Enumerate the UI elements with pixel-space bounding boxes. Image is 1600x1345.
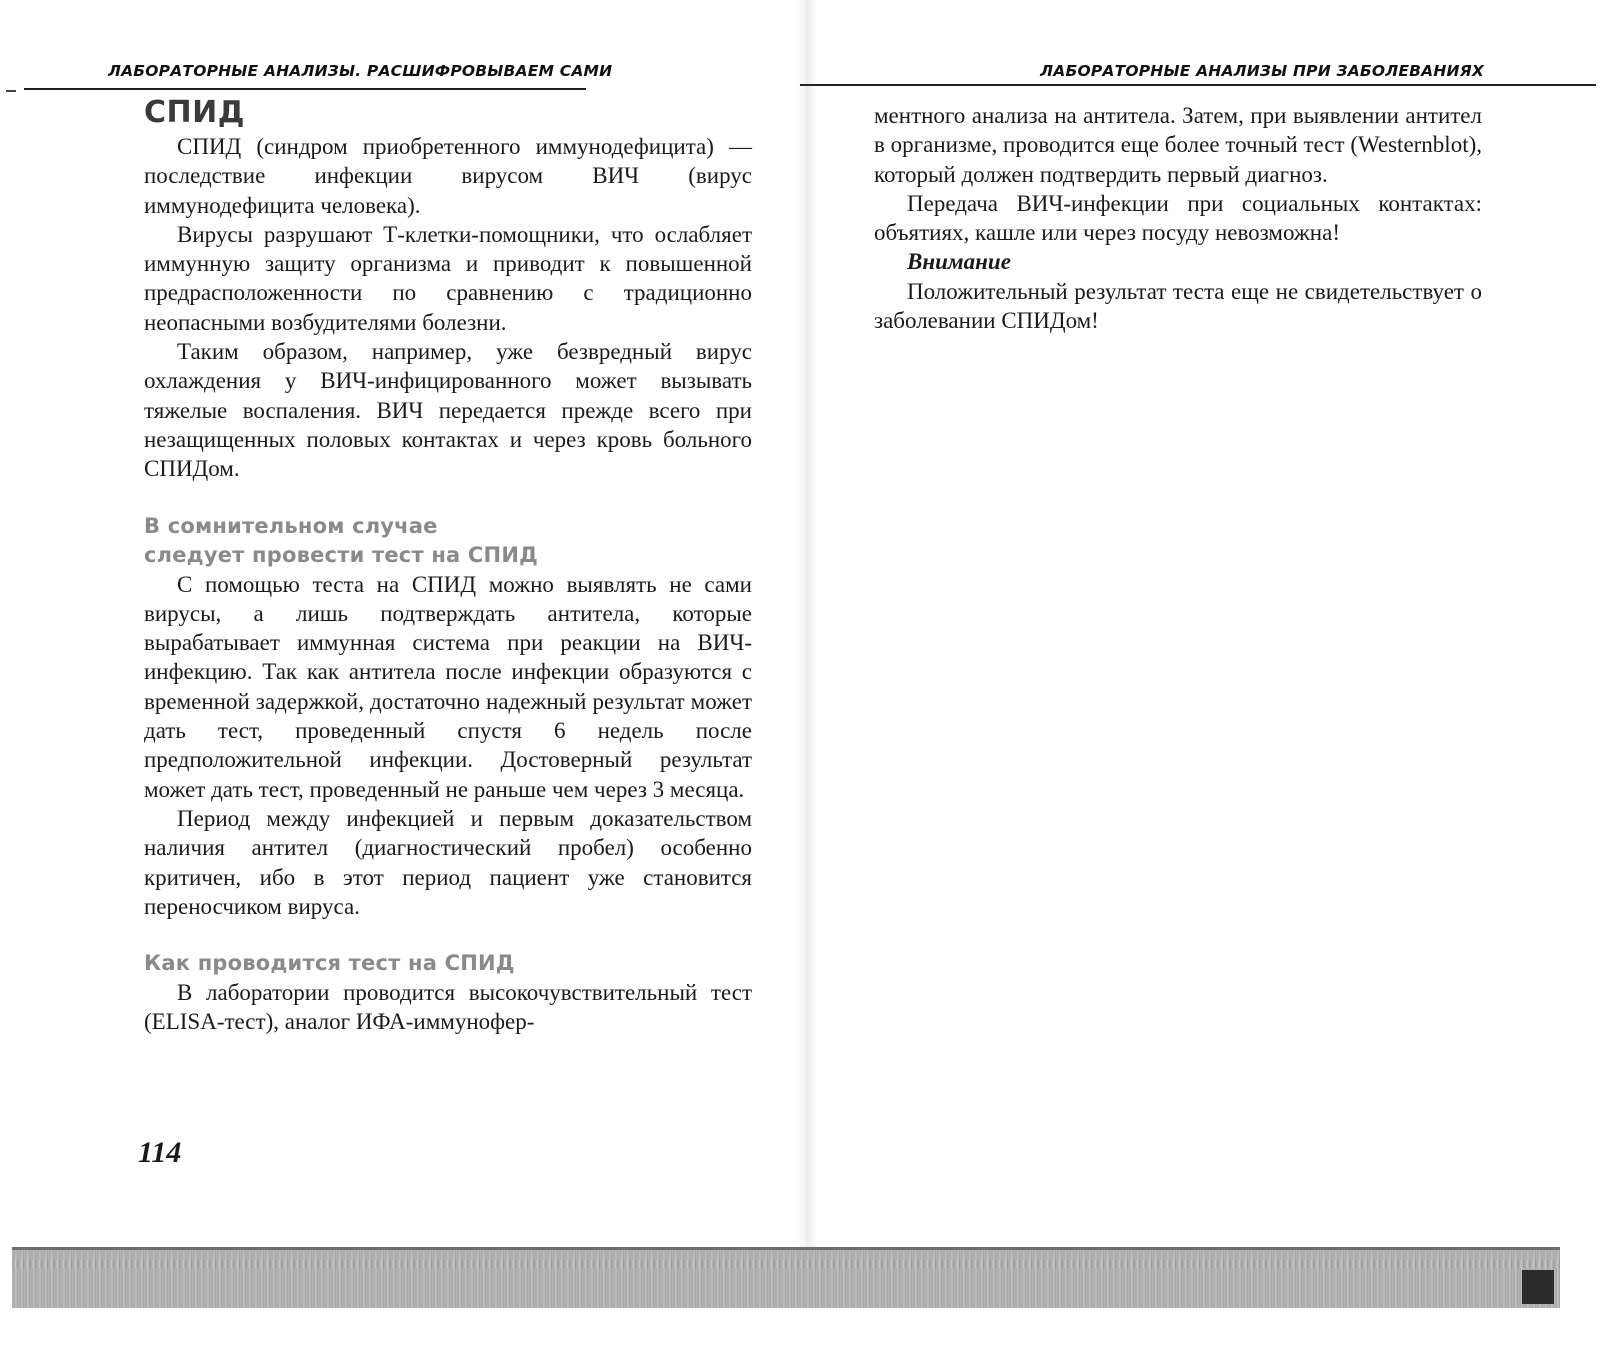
subheading-doubtful-case [144, 512, 752, 570]
right-text-column [874, 101, 1482, 335]
paragraph: Таким образом, например, уже безвредный вирус охлаждения у ВИЧ-инфицированного может вызывать тяжелые воспаления. ВИЧ передается прежде всего при незащищенных половых контактах и через кровь больного СПИДом. [144, 339, 752, 482]
edge-dark-block [1522, 1270, 1554, 1304]
page-number: 114 [138, 1136, 182, 1169]
paragraph-continuation: ментного анализа на антитела. Затем, при выявлении антител в организме, проводится еще более точный тест (Westernblot), который должен подтвердить первый диагноз. [874, 103, 1482, 187]
header-rule-left [24, 88, 586, 90]
subheading-line: следует провести тест на СПИД [144, 542, 538, 567]
paragraph: В лаборатории проводится высокочувствительный тест (ELISA-тест), аналог ИФА-иммунофер- [144, 980, 752, 1035]
paragraph: Период между инфекцией и первым доказательством наличия антител (диагностический пробел) особенно критичен, ибо в этот период пациент уже становится переносчиком вируса. [144, 805, 752, 919]
paragraph: Передача ВИЧ-инфекции при социальных контактах: объятиях, кашле или через посуду невозможна! [874, 190, 1482, 246]
left-text-column [144, 96, 752, 1037]
running-head-left: ЛАБОРАТОРНЫЕ АНАЛИЗЫ. РАСШИФРОВЫВАЕМ САМИ [108, 62, 613, 80]
paragraph: С помощью теста на СПИД можно выявлять не сами вирусы, а лишь подтверждать антитела, которые вырабатывает иммунная система при реакции на ВИЧ-инфекцию. Так как антитела после инфекции образуются с временной задержкой, достаточно надежный результат может дать тест, проведенный спустя 6 недель после предположительной инфекции. Достоверный результат может дать тест, проведенный не раньше чем через 3 месяца. [144, 571, 752, 802]
notice-title: Внимание [907, 249, 1011, 275]
corner-mark [6, 90, 16, 92]
subheading-how-test: Как проводится тест на СПИД [144, 951, 515, 976]
right-page [800, 0, 1600, 1280]
left-page [0, 0, 800, 1280]
subheading-line: В сомнительном случае [144, 513, 438, 538]
paragraph: СПИД (синдром приобретенного иммунодефицита) — последствие инфекции вирусом ВИЧ (вирус иммунодефицита человека). [144, 134, 752, 218]
page-edge-strip [12, 1247, 1560, 1308]
running-head-right: ЛАБОРАТОРНЫЕ АНАЛИЗЫ ПРИ ЗАБОЛЕВАНИЯХ [1040, 62, 1484, 80]
section-title: СПИД [144, 95, 245, 130]
paragraph: Вирусы разрушают Т-клетки-помощники, что ослабляет иммунную защиту организма и приводит к повышенной предрасположенности по сравнению с традиционно неопасными возбудителями болезни. [144, 221, 752, 335]
header-rule-right [800, 84, 1596, 86]
notice-text: Положительный результат теста еще не свидетельствует о заболевании СПИДом! [874, 278, 1482, 334]
